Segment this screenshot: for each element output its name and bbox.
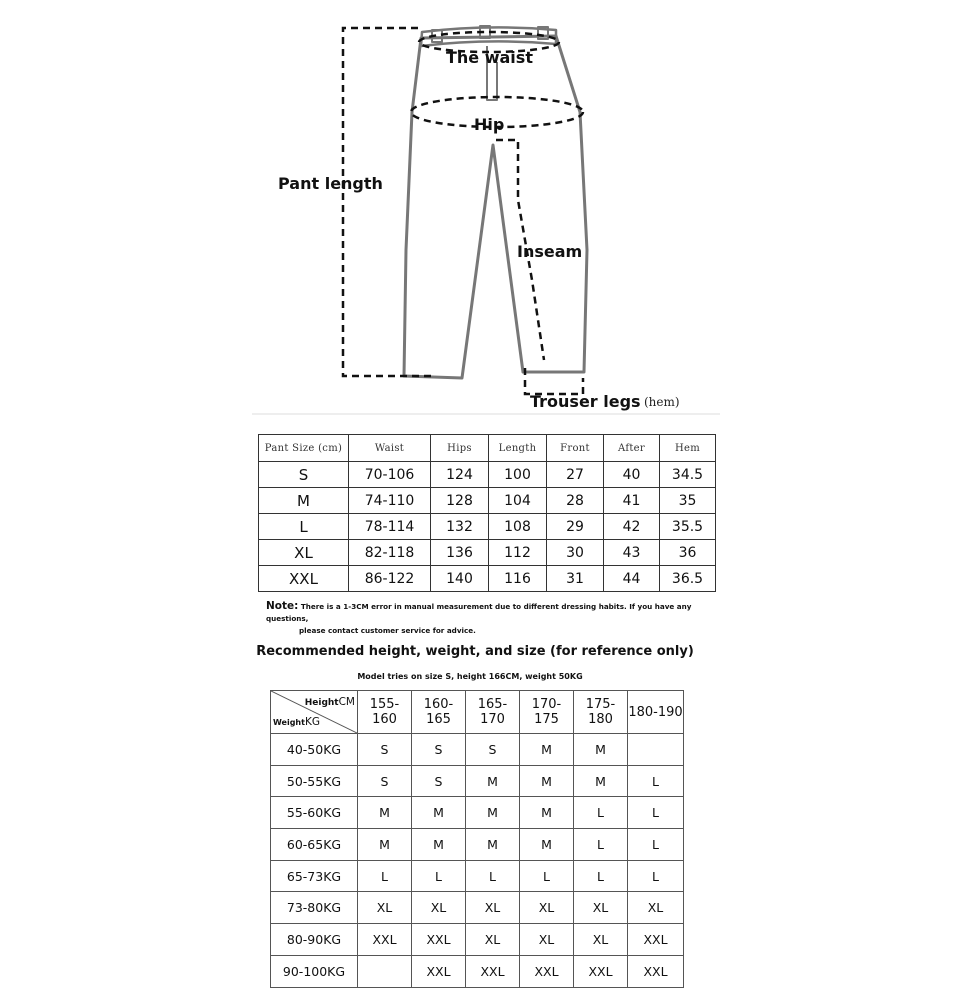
measurement-note: [266, 600, 726, 637]
table-cell: 40: [604, 462, 660, 488]
weight-axis-label: [273, 716, 320, 728]
recommended-size-cell: M: [358, 829, 412, 861]
table-cell: 108: [489, 514, 547, 540]
recommended-size-cell: XL: [574, 924, 628, 956]
weight-row: [271, 955, 684, 987]
table-cell: 35: [660, 488, 716, 514]
header-cell: After: [604, 435, 660, 462]
recommended-size-cell: L: [628, 765, 684, 797]
size-row: [259, 514, 716, 540]
table-cell: 43: [604, 540, 660, 566]
size-cell: XL: [259, 540, 349, 566]
recommended-size-cell: M: [412, 829, 466, 861]
weight-word: Weight: [273, 718, 305, 727]
recommended-size-cell: [358, 955, 412, 987]
waist-label: The waist: [446, 48, 533, 67]
recommended-size-cell: XXL: [628, 924, 684, 956]
inseam-label: Inseam: [517, 242, 583, 261]
table-cell: 128: [431, 488, 489, 514]
recommendation-table-body: [271, 734, 684, 988]
recommended-size-cell: XXL: [412, 924, 466, 956]
hip-label: Hip: [474, 115, 505, 134]
recommended-size-cell: S: [466, 734, 520, 766]
height-header-cell: 180-190: [628, 691, 684, 734]
measurement-guides: [343, 28, 583, 394]
weight-row: [271, 924, 684, 956]
recommended-size-cell: S: [412, 765, 466, 797]
table-cell: 70-106: [349, 462, 431, 488]
weight-row: [271, 892, 684, 924]
recommended-size-cell: XL: [466, 892, 520, 924]
height-header-cell: 160-165: [412, 691, 466, 734]
recommendation-title: Recommended height, weight, and size (for reference only): [256, 644, 694, 659]
recommendation-table: [270, 690, 684, 988]
recommended-size-cell: L: [574, 829, 628, 861]
table-cell: 28: [547, 488, 604, 514]
recommended-size-cell: M: [574, 765, 628, 797]
recommended-size-cell: L: [628, 860, 684, 892]
recommended-size-cell: XXL: [358, 924, 412, 956]
recommended-size-cell: M: [466, 797, 520, 829]
recommended-size-cell: L: [574, 797, 628, 829]
table-cell: 82-118: [349, 540, 431, 566]
weight-range-cell: 40-50KG: [271, 734, 358, 766]
header-cell: Hips: [431, 435, 489, 462]
weight-range-cell: 60-65KG: [271, 829, 358, 861]
size-row: [259, 540, 716, 566]
recommended-size-cell: M: [412, 797, 466, 829]
table-cell: 132: [431, 514, 489, 540]
table-cell: 36: [660, 540, 716, 566]
recommended-size-cell: XXL: [628, 955, 684, 987]
recommended-size-cell: XXL: [412, 955, 466, 987]
weight-range-cell: 80-90KG: [271, 924, 358, 956]
recommended-size-cell: [628, 734, 684, 766]
note-label: Note:: [266, 600, 299, 612]
weight-range-cell: 73-80KG: [271, 892, 358, 924]
recommended-size-cell: L: [628, 829, 684, 861]
recommended-size-cell: L: [466, 860, 520, 892]
size-row: [259, 488, 716, 514]
size-row: [259, 566, 716, 592]
height-header-cell: 155-160: [358, 691, 412, 734]
size-cell: XXL: [259, 566, 349, 592]
recommended-size-cell: M: [520, 797, 574, 829]
weight-range-cell: 50-55KG: [271, 765, 358, 797]
recommended-size-cell: M: [466, 829, 520, 861]
recommended-size-cell: XXL: [466, 955, 520, 987]
table-cell: 30: [547, 540, 604, 566]
table-cell: 36.5: [660, 566, 716, 592]
weight-row: [271, 860, 684, 892]
recommended-size-cell: L: [358, 860, 412, 892]
recommended-size-cell: XL: [412, 892, 466, 924]
height-header-cell: 165-170: [466, 691, 520, 734]
recommended-size-cell: XL: [574, 892, 628, 924]
weight-range-cell: 55-60KG: [271, 797, 358, 829]
size-table-header: [259, 435, 716, 462]
table-cell: 41: [604, 488, 660, 514]
recommended-size-cell: M: [574, 734, 628, 766]
recommended-size-cell: L: [574, 860, 628, 892]
weight-range-cell: 90-100KG: [271, 955, 358, 987]
table-cell: 78-114: [349, 514, 431, 540]
recommended-size-cell: S: [412, 734, 466, 766]
header-cell: Hem: [660, 435, 716, 462]
header-cell: Pant Size (cm): [259, 435, 349, 462]
height-weight-corner-cell: [271, 691, 358, 734]
table-cell: 34.5: [660, 462, 716, 488]
recommended-size-cell: XL: [358, 892, 412, 924]
table-cell: 124: [431, 462, 489, 488]
pants-measurement-diagram: [0, 0, 980, 420]
recommended-size-cell: M: [466, 765, 520, 797]
table-cell: 100: [489, 462, 547, 488]
recommendation-subtitle: Model tries on size S, height 166CM, weight 50KG: [357, 672, 583, 681]
recommended-size-cell: XL: [520, 892, 574, 924]
table-cell: 104: [489, 488, 547, 514]
weight-row: [271, 765, 684, 797]
recommended-size-cell: XXL: [574, 955, 628, 987]
size-cell: S: [259, 462, 349, 488]
weight-row: [271, 829, 684, 861]
height-header-cell: 175-180: [574, 691, 628, 734]
note-line-1: There is a 1-3CM error in manual measurement due to different dressing habits. If you have any questions,: [266, 602, 692, 623]
recommended-size-cell: L: [412, 860, 466, 892]
height-word: Height: [304, 698, 339, 708]
table-cell: 31: [547, 566, 604, 592]
table-cell: 74-110: [349, 488, 431, 514]
table-cell: 86-122: [349, 566, 431, 592]
recommended-size-cell: L: [628, 797, 684, 829]
recommended-size-cell: M: [520, 734, 574, 766]
height-header-row: [271, 691, 684, 734]
table-cell: 42: [604, 514, 660, 540]
trouser-legs-label: Trouser legs: [530, 392, 641, 411]
recommended-size-cell: XL: [628, 892, 684, 924]
recommended-size-cell: XXL: [520, 955, 574, 987]
height-header-cell: 170-175: [520, 691, 574, 734]
height-axis-label: [305, 696, 355, 708]
header-cell: Length: [489, 435, 547, 462]
recommended-size-cell: XL: [520, 924, 574, 956]
recommended-size-cell: L: [520, 860, 574, 892]
table-cell: 35.5: [660, 514, 716, 540]
size-row: [259, 462, 716, 488]
recommended-size-cell: M: [358, 797, 412, 829]
weight-range-cell: 65-73KG: [271, 860, 358, 892]
table-cell: 136: [431, 540, 489, 566]
height-unit: CM: [338, 696, 355, 708]
size-cell: L: [259, 514, 349, 540]
hem-label: (hem): [644, 395, 680, 409]
recommended-size-cell: S: [358, 734, 412, 766]
size-table: [258, 434, 716, 592]
header-cell: Waist: [349, 435, 431, 462]
table-cell: 112: [489, 540, 547, 566]
recommended-size-cell: S: [358, 765, 412, 797]
header-cell: Front: [547, 435, 604, 462]
weight-unit: KG: [304, 716, 320, 728]
table-cell: 29: [547, 514, 604, 540]
recommended-size-cell: XL: [466, 924, 520, 956]
recommended-size-cell: M: [520, 765, 574, 797]
table-cell: 27: [547, 462, 604, 488]
pant-length-label: Pant length: [278, 174, 383, 193]
recommended-size-cell: M: [520, 829, 574, 861]
weight-row: [271, 734, 684, 766]
pants-outline-drawing: [404, 26, 587, 378]
weight-row: [271, 797, 684, 829]
table-cell: 44: [604, 566, 660, 592]
table-cell: 140: [431, 566, 489, 592]
note-line-2: please contact customer service for advice.: [299, 626, 476, 635]
table-cell: 116: [489, 566, 547, 592]
size-cell: M: [259, 488, 349, 514]
